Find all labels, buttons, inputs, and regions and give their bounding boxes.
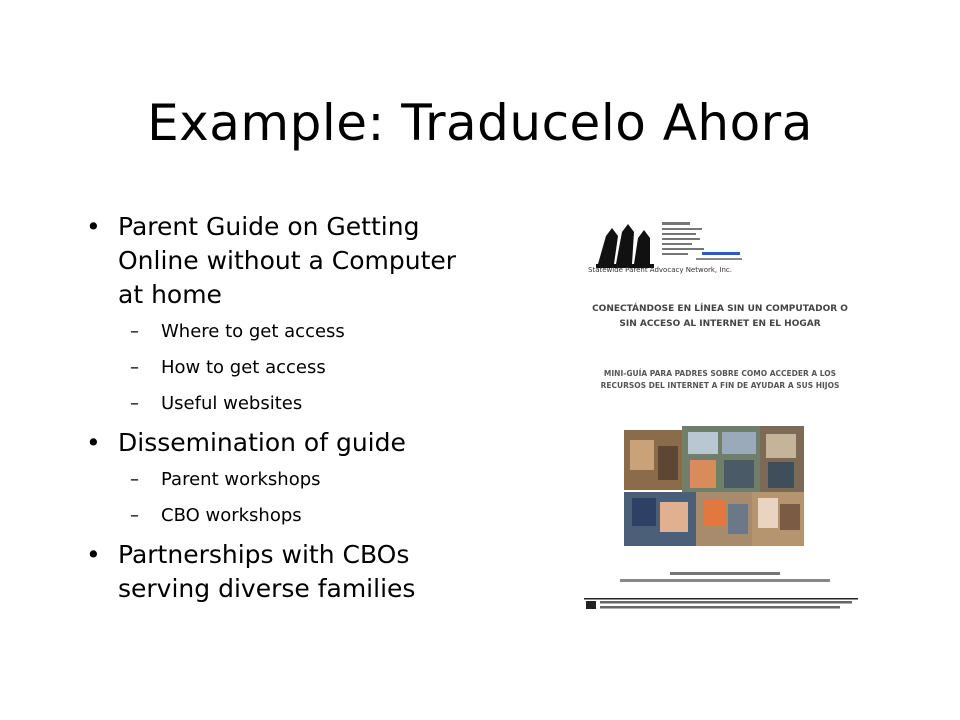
sub-bullet-text: Parent workshops	[161, 469, 321, 490]
sub-bullet-item	[118, 354, 486, 382]
dash-marker: –	[130, 393, 139, 414]
photo-collage	[624, 426, 804, 546]
bullet-text: Partnerships with CBOs serving diverse families	[118, 540, 416, 603]
sub-bullet-item	[118, 318, 486, 346]
flyer-footer-bar	[584, 598, 858, 612]
sub-bullet-list	[118, 318, 486, 418]
bullet-item	[86, 538, 486, 606]
bullet-text: Dissemination of guide	[118, 428, 406, 457]
bullet-marker: •	[86, 212, 101, 241]
dash-marker: –	[130, 505, 139, 526]
flyer-image	[580, 210, 862, 618]
dash-marker: –	[130, 321, 139, 342]
slide-title: Example: Traducelo Ahora	[147, 94, 813, 152]
flyer-heading: CONECTÁNDOSE EN LÍNEA SIN UN COMPUTADOR O SIN ACCESO AL INTERNET EN EL HOGAR	[592, 304, 848, 329]
dash-marker: –	[130, 357, 139, 378]
dash-marker: –	[130, 469, 139, 490]
flyer-copyright-lines	[610, 570, 840, 586]
bullet-list	[86, 210, 486, 612]
bullet-item	[86, 426, 486, 530]
sub-bullet-text: Where to get access	[161, 321, 345, 342]
sub-bullet-item	[118, 502, 486, 530]
bullet-text: Parent Guide on Getting Online without a Computer at home	[118, 212, 457, 309]
sub-bullet-item	[118, 390, 486, 418]
flyer-subheading: MINI-GUÍA PARA PADRES SOBRE COMO ACCEDER A LOS RECURSOS DEL INTERNET A FIN DE AYUDAR A SUS HIJOS	[600, 369, 840, 390]
sub-bullet-list	[118, 466, 486, 530]
sub-bullet-text: How to get access	[161, 357, 326, 378]
bullet-item	[86, 210, 486, 418]
bullet-marker: •	[86, 428, 101, 457]
sub-bullet-item	[118, 466, 486, 494]
sub-bullet-text: Useful websites	[161, 393, 303, 414]
organization-name: Statewide Parent Advocacy Network, Inc.	[588, 266, 732, 274]
sub-bullet-text: CBO workshops	[161, 505, 302, 526]
bullet-marker: •	[86, 540, 101, 569]
